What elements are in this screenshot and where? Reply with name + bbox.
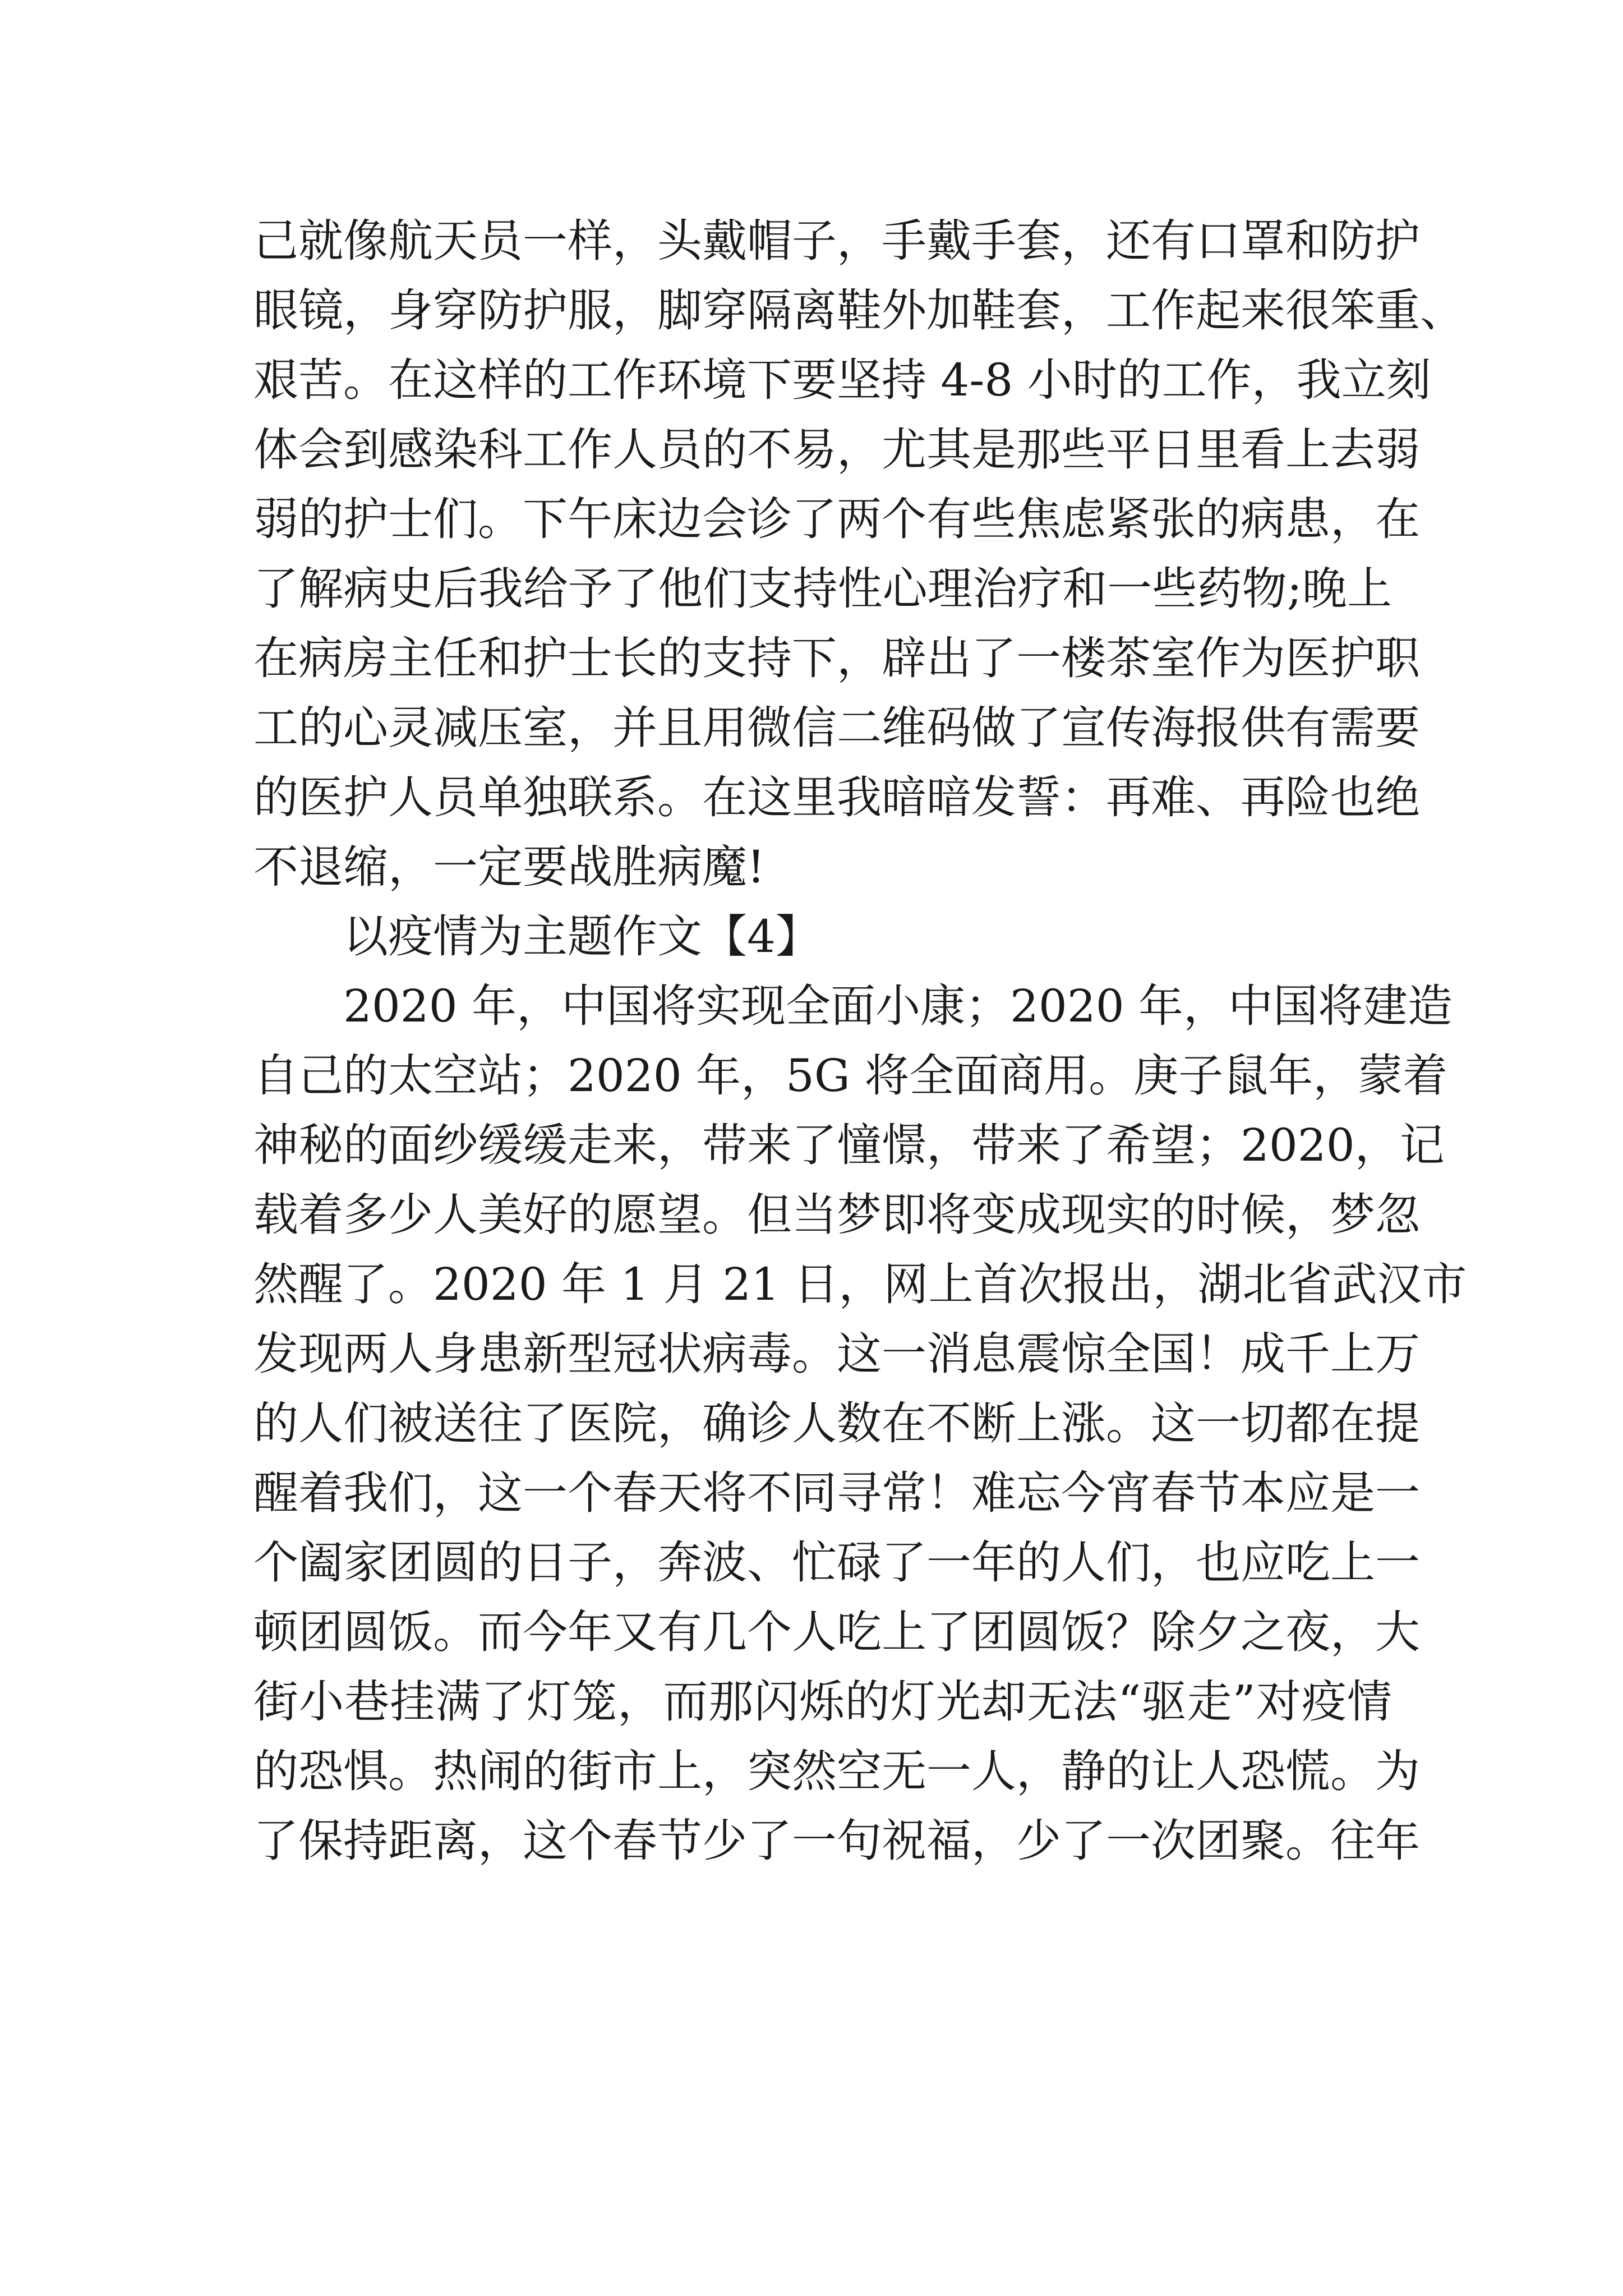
paragraph-line: 的医护人员单独联系。在这里我暗暗发誓：再难、再险也绝 (253, 771, 1420, 823)
paragraph-line: 个阖家团圆的日子，奔波、忙碌了一年的人们，也应吃上一 (253, 1536, 1420, 1589)
paragraph-line: 工的心灵减压室，并且用微信二维码做了宣传海报供有需要 (253, 702, 1420, 754)
paragraph-line: 眼镜，身穿防护服，脚穿隔离鞋外加鞋套，工作起来很笨重、 (253, 284, 1465, 337)
section-heading: 以疫情为主题作文【4】 (343, 910, 820, 963)
paragraph-line: 载着多少人美好的愿望。但当梦即将变成现实的时候，梦忽 (253, 1189, 1420, 1241)
paragraph-line: 街小巷挂满了灯笼，而那闪烁的灯光却无法“驱走”对疫情 (253, 1676, 1392, 1728)
paragraph-line: 的恐惧。热闹的街市上，突然空无一人，静的让人恐慌。为 (253, 1745, 1420, 1797)
paragraph-line: 了保持距离，这个春节少了一句祝福，少了一次团聚。往年 (253, 1815, 1420, 1867)
paragraph-line: 弱的护士们。下午床边会诊了两个有些焦虑紧张的病患，在 (253, 493, 1420, 545)
paragraph-line: 醒着我们，这一个春天将不同寻常！难忘今宵春节本应是一 (253, 1467, 1420, 1519)
paragraph-line: 发现两人身患新型冠状病毒。这一消息震惊全国！成千上万 (253, 1328, 1420, 1380)
paragraph-line: 然醒了。2020 年 1 月 21 日，网上首次报出，湖北省武汉市 (253, 1258, 1467, 1310)
paragraph-line: 艰苦。在这样的工作环境下要坚持 4-8 小时的工作，我立刻 (253, 354, 1431, 406)
paragraph-line: 了解病史后我给予了他们支持性心理治疗和一些药物;晚上 (253, 563, 1392, 615)
paragraph-line: 自己的太空站；2020 年，5G 将全面商用。庚子鼠年，蒙着 (253, 1050, 1448, 1102)
paragraph-line: 神秘的面纱缓缓走来，带来了憧憬，带来了希望；2020，记 (253, 1119, 1445, 1171)
paragraph-line: 的人们被送往了医院，确诊人数在不断上涨。这一切都在提 (253, 1397, 1420, 1450)
paragraph-line: 2020 年，中国将实现全面小康；2020 年，中国将建造 (343, 980, 1453, 1032)
paragraph-line: 顿团圆饭。而今年又有几个人吃上了团圆饭？除夕之夜，大 (253, 1606, 1420, 1658)
paragraph-line: 不退缩，一定要战胜病魔! (253, 841, 766, 893)
paragraph-line: 体会到感染科工作人员的不易，尤其是那些平日里看上去弱 (253, 424, 1420, 476)
paragraph-line: 在病房主任和护士长的支持下，辟出了一楼茶室作为医护职 (253, 632, 1420, 684)
paragraph-line: 己就像航天员一样，头戴帽子，手戴手套，还有口罩和防护 (253, 215, 1420, 267)
